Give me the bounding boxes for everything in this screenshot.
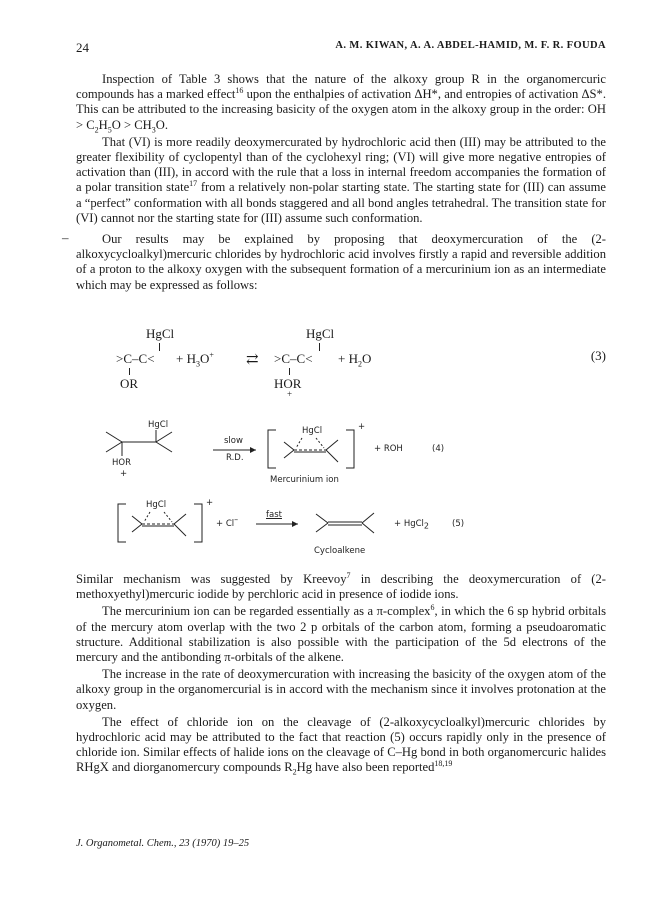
margin-mark: – xyxy=(62,230,69,245)
eq4-product: + ROH xyxy=(374,444,403,454)
journal-citation: J. Organometal. Chem., 23 (1970) 19–25 xyxy=(76,838,250,849)
eq4-rate-determining: R.D. xyxy=(226,453,244,463)
eq3-bond-v2 xyxy=(319,343,320,351)
eq3-bond-v3 xyxy=(129,368,130,375)
eq3-equilibrium-arrows: ⇄ xyxy=(246,352,259,368)
paragraph-basicity-rate: The increase in the rate of deoxymercuration with increasing the basicity of the oxygen atom of the alkoxy group in the organomercurial is in accord with the mechanism since it involves protonation at the oxygen. xyxy=(76,667,606,712)
eq4-charge: + xyxy=(358,422,366,432)
eq5-hgcl: HgCl xyxy=(146,500,167,510)
paragraph-kreevoy: Similar mechanism was suggested by Kreevoy$^7$ in describing the deoxymercuration of (2-methoxyethyl)mercuric iodide by perchloric acid in presence of iodide ions. xyxy=(76,570,606,602)
paragraph-mechanism-intro: Our results may be explained by proposing that deoxymercuration of the (2-alkoxycycloalkyl)mercuric chlorides by hydrochloric acid involves firstly a rapid and reversible addition of a proton to the alkoxy oxygen with the subsequent formation of a mercurinium ion as an intermediate which may be expressed as follows: xyxy=(76,232,606,292)
paragraph-flexibility: That (VI) is more readily deoxymercurated by hydrochloric acid then (III) may be attributed to the greater flexibility of cyclopentyl than of the cyclohexyl ring; (VI) will give more negative entropies of activation than (III), in accord with the rule that a loss in internal freedom accompanies the formation of a polar transition state$^{17}$ from a relatively non-polar starting state. The starting state for (III) can assume a “perfect” conformation with all bonds staggered and all bond angles tetrahedral. The transition state for (VI) cannot nor the starting state for (III) assume such conformation. xyxy=(76,134,606,225)
eq4-bracket-hgcl: HgCl xyxy=(302,426,323,436)
eq4-hgcl: HgCl xyxy=(148,420,169,430)
equation-5: HgCl + + Cl– fast + HgCl$_2$ (5) Cycloalkene xyxy=(76,496,606,564)
eq3-hgcl-right: HgCl xyxy=(306,326,335,341)
eq4-number: (4) xyxy=(432,444,445,454)
eq5-product: + HgCl xyxy=(394,519,424,529)
eq4-hor: HOR xyxy=(112,458,131,468)
eq4-hor-charge: + xyxy=(120,469,128,479)
eq5-fast: fast xyxy=(266,510,282,520)
eq3-hor-charge: + xyxy=(287,389,293,399)
paragraph-chloride-effect: The effect of chloride ion on the cleavage of (2-alkoxycycloalkyl)mercuric chlorides by hydrochloric acid may be attributed to the fact that reaction (5) occurs rapidly only in the presence of chloride ion. Similar effects of halide ions on the cleavage of C–Hg bond in both organomercuric halides RHgX and diorganomercury compounds $R_2Hg$ have also been reported$^{18,19}$ xyxy=(76,714,606,777)
eq3-hgcl-left: HgCl xyxy=(146,326,175,341)
eq5-chloride: + Cl xyxy=(216,519,235,529)
eq4-caption: Mercurinium ion xyxy=(270,475,339,485)
paragraph-basicity: Inspection of Table 3 shows that the nature of the alkoxy group R in the organomercuric compounds has a marked effect$^{16}$ upon the enthalpies of activation ΔH*, and entropies of activation ΔS*. This can be attributed to the increasing basicity of the oxygen atom in the alkoxy group in the order: OH > $C_2H_5O > CH_3O$. xyxy=(76,72,606,135)
page-number: 24 xyxy=(76,40,89,55)
eq3-hor: HOR xyxy=(274,376,302,391)
eq5-caption: Cycloalkene xyxy=(314,546,366,556)
eq3-bond-v1 xyxy=(159,343,160,351)
body-text-bottom xyxy=(76,572,606,776)
eq4-slow: slow xyxy=(224,436,243,446)
running-head: A. M. KIWAN, A. A. ABDEL-HAMID, M. F. R. FOUDA xyxy=(335,40,606,51)
eq3-cc-right: C–C xyxy=(281,351,306,366)
paragraph-pi-complex: The mercurinium ion can be regarded essentially as a π-complex$^6$, in which the 6 sp hybrid orbitals of the mercury atom overlap with the two 2 p orbitals of the carbon atom, forming a pseudoaromatic structure. Additional stabilization is also possible with the participation of the 5d electrons of the mercury and the antibonding π-orbitals of the alkene. xyxy=(76,603,607,665)
eq3-cc-left: C–C xyxy=(123,351,148,366)
equation-4 xyxy=(76,420,606,490)
eq5-number: (5) xyxy=(452,519,465,529)
eq5-charge: + xyxy=(206,498,214,508)
eq3-bond-v4 xyxy=(289,368,290,375)
eq3-number: (3) xyxy=(590,348,606,363)
page-header xyxy=(76,40,606,58)
equation-3: HgCl HgCl >C–C< + $H_3O^+$ ⇄ >C–C< + $H_2O$ OR HOR + (3) xyxy=(116,326,606,399)
body-text-top xyxy=(76,72,606,293)
eq4-structure-drawing xyxy=(76,420,606,490)
eq3-or: OR xyxy=(120,376,139,391)
